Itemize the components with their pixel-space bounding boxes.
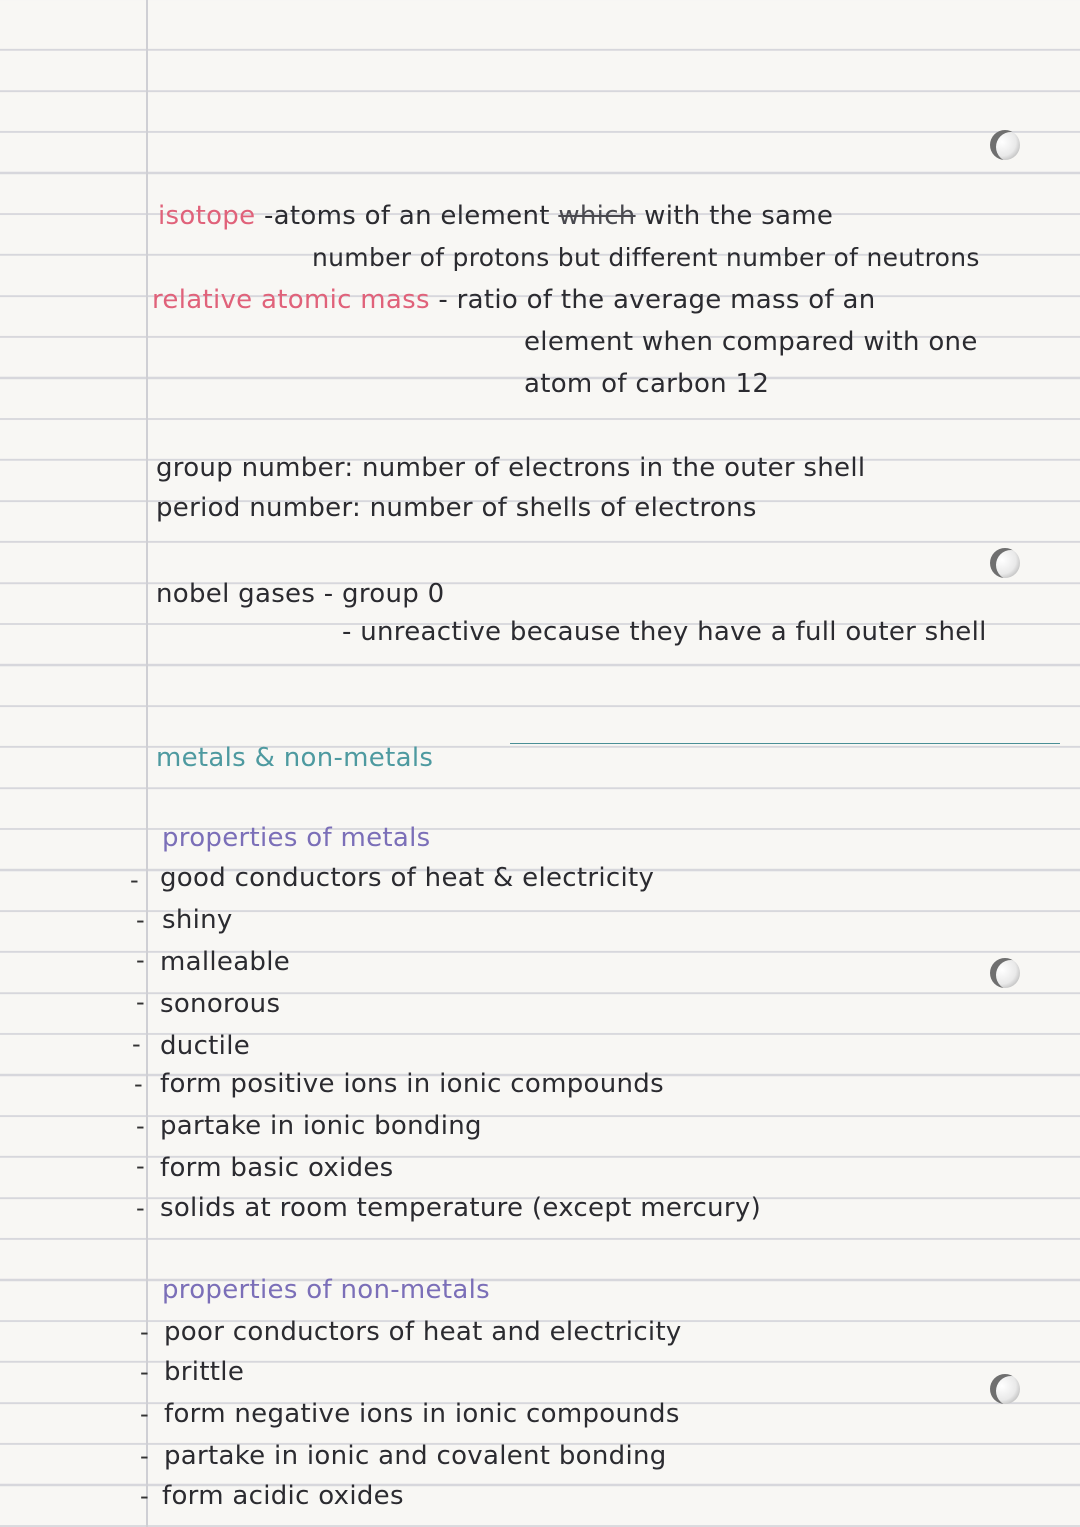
nonmetals-item: poor conductors of heat and electricity xyxy=(164,1317,682,1347)
metals-bullet: - xyxy=(136,1152,145,1180)
nonmetals-item: form acidic oxides xyxy=(162,1481,404,1511)
nonmetals-bullet: - xyxy=(140,1400,149,1428)
nonmetals-heading: properties of non-metals xyxy=(162,1275,490,1305)
metals-item: good conductors of heat & electricity xyxy=(160,863,655,893)
nonmetals-item: brittle xyxy=(164,1357,245,1387)
isotope-def-part1: -atoms of an element xyxy=(263,201,550,231)
metals-item: form basic oxides xyxy=(160,1153,394,1183)
metals-item: form positive ions in ionic compounds xyxy=(160,1069,664,1099)
metals-bullet: - xyxy=(136,1194,145,1222)
metals-bullet: - xyxy=(136,1112,145,1140)
metals-heading: properties of metals xyxy=(162,823,431,853)
metals-item: shiny xyxy=(162,905,233,935)
metals-item: partake in ionic bonding xyxy=(160,1111,482,1141)
noble-gases-reason: - unreactive because they have a full outer shell xyxy=(342,617,987,647)
metals-item: malleable xyxy=(160,947,291,977)
group-number-line: group number: number of electrons in the outer shell xyxy=(156,453,866,483)
punch-hole-bottom xyxy=(990,1374,1020,1404)
ram-term: relative atomic mass xyxy=(152,285,430,315)
nonmetals-bullet: - xyxy=(140,1442,149,1470)
margin-line xyxy=(146,0,148,1527)
isotope-line xyxy=(158,200,833,232)
nonmetals-item: partake in ionic and covalent bonding xyxy=(164,1441,667,1471)
metals-item: sonorous xyxy=(160,989,281,1019)
punch-hole-lower-middle xyxy=(990,958,1020,988)
ram-def-line1: - ratio of the average mass of an xyxy=(438,285,876,315)
nonmetals-bullet: - xyxy=(140,1482,149,1510)
ram-def-line2: element when compared with one xyxy=(524,327,978,357)
noble-gases-group: - group 0 xyxy=(323,579,445,609)
metals-bullet: - xyxy=(132,1030,141,1058)
ram-line xyxy=(152,284,876,316)
metals-bullet: - xyxy=(130,866,139,894)
ram-def-line3: atom of carbon 12 xyxy=(524,369,770,399)
noble-gases-term: nobel gases xyxy=(156,579,316,609)
nonmetals-bullet: - xyxy=(140,1318,149,1346)
isotope-def-part2: with the same xyxy=(644,201,834,231)
isotope-term: isotope xyxy=(158,201,256,231)
metals-bullet: - xyxy=(136,946,145,974)
isotope-strikethrough: which xyxy=(558,201,636,231)
period-number-line: period number: number of shells of electrons xyxy=(156,493,757,523)
isotope-def-line2: number of protons but different number of neutrons xyxy=(312,243,980,272)
section-title: metals & non-metals xyxy=(156,743,434,773)
nonmetals-bullet: - xyxy=(140,1358,149,1386)
nonmetals-item: form negative ions in ionic compounds xyxy=(164,1399,680,1429)
metals-bullet: - xyxy=(136,988,145,1016)
metals-bullet: - xyxy=(136,906,145,934)
metals-item: solids at room temperature (except mercury) xyxy=(160,1193,762,1223)
metals-item: ductile xyxy=(160,1031,251,1061)
section-title-rule xyxy=(510,743,1060,744)
metals-bullet: - xyxy=(134,1070,143,1098)
noble-gases-line xyxy=(156,578,444,610)
punch-hole-upper-middle xyxy=(990,548,1020,578)
punch-hole-top xyxy=(990,130,1020,160)
